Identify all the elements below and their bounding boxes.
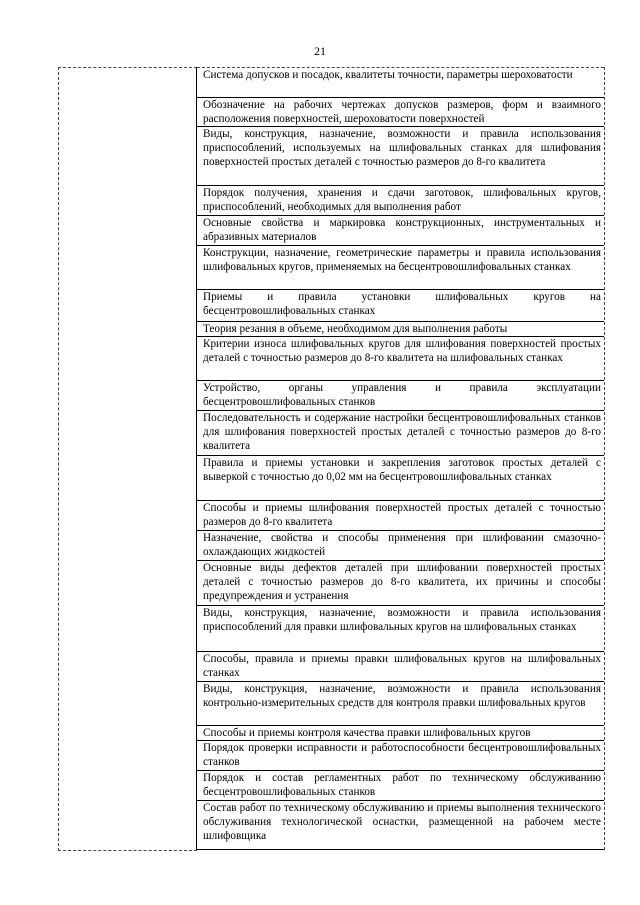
table-row: Порядок получения, хранения и сдачи заготовок, шлифовальных кругов, приспособлений, необходимых для выполнения работ	[197, 185, 604, 215]
table-row: Способы, правила и приемы правки шлифовальных кругов на шлифовальных станках	[197, 651, 604, 681]
table-row: Обозначение на рабочих чертежах допусков размеров, форм и взаимного расположения поверхностей, шероховатости поверхностей	[197, 97, 604, 126]
table-row: Конструкции, назначение, геометрические параметры и правила использования шлифовальных кругов, применяемых на бесцентровошлифовальных станках	[197, 245, 604, 289]
table-row: Виды, конструкция, назначение, возможности и правила использования контрольно-измерительных средств для контроля правки шлифовальных кругов	[197, 681, 604, 725]
table-row: Правила и приемы установки и закрепления заготовок простых деталей с выверкой с точностью до 0,02 мм на бесцентровошлифовальных станках	[197, 455, 604, 500]
table-row: Устройство, органы управления и правила эксплуатации бесцентровошлифовальных станков	[197, 380, 604, 410]
table-row: Порядок проверки исправности и работоспособности бесцентровошлифовальных станков	[197, 740, 604, 770]
table-row: Способы и приемы шлифования поверхностей простых деталей с точностью размеров до 8-го квалитета	[197, 500, 604, 530]
table-row: Способы и приемы контроля качества правки шлифовальных кругов	[197, 725, 604, 740]
table-row: Назначение, свойства и способы применения при шлифовании смазочно-охлаждающих жидкостей	[197, 530, 604, 560]
table-right-column	[196, 67, 605, 850]
table-row: Основные виды дефектов деталей при шлифовании поверхностей простых деталей с точностью размеров до 8-го квалитета, их причины и способы предупреждения и устранения	[197, 560, 604, 605]
requirements-table	[58, 67, 603, 849]
table-row: Виды, конструкция, назначение, возможности и правила использования приспособлений для правки шлифовальных кругов на шлифовальных станках	[197, 605, 604, 651]
table-row: Система допусков и посадок, квалитеты точности, параметры шероховатости	[197, 67, 604, 97]
table-row: Критерии износа шлифовальных кругов для шлифования поверхностей простых деталей с точностью размеров до 8-го квалитета на шлифовальных станках	[197, 336, 604, 380]
table-row: Приемы и правила установки шлифовальных кругов на бесцентровошлифовальных станках	[197, 289, 604, 321]
table-row: Основные свойства и маркировка конструкционных, инструментальных и абразивных материалов	[197, 215, 604, 245]
table-row: Последовательность и содержание настройки бесцентровошлифовальных станков для шлифования поверхностей простых деталей с точностью размеров до 8-го квалитета	[197, 410, 604, 455]
table-row: Порядок и состав регламентных работ по техническому обслуживанию бесцентровошлифовальных станков	[197, 770, 604, 800]
page-number: 21	[314, 44, 326, 58]
table-left-column	[58, 67, 197, 851]
table-row: Теория резания в объеме, необходимом для выполнения работы	[197, 321, 604, 336]
table-row: Виды, конструкция, назначение, возможности и правила использования приспособлений, используемых на шлифовальных станках для шлифования поверхностей простых деталей с точностью размеров до 8-го квалитета	[197, 126, 604, 185]
table-row: Состав работ по техническому обслуживанию и приемы выполнения технического обслуживания технологической оснастки, размещенной на рабочем месте шлифовщика	[197, 800, 604, 848]
